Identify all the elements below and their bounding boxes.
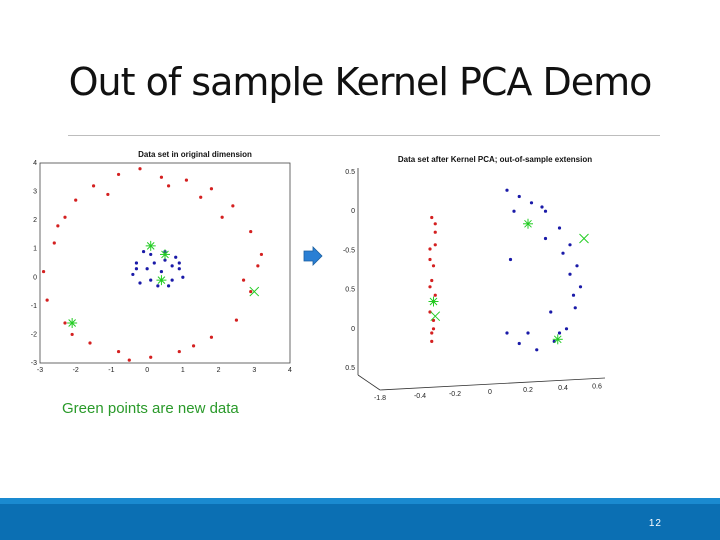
left-tick-label: 0.5 <box>345 286 355 294</box>
data-point <box>117 173 120 176</box>
data-point <box>432 264 435 267</box>
data-point <box>512 210 515 213</box>
y-tick-label: 2 <box>33 217 37 225</box>
y-tick-label: 3 <box>33 188 37 196</box>
data-point <box>249 290 252 293</box>
data-point <box>431 312 440 321</box>
data-point <box>56 224 59 227</box>
x-tick-label: -3 <box>36 367 44 374</box>
x-tick-label: -1 <box>108 367 115 374</box>
data-point <box>71 333 74 336</box>
bottom-tick-label: -1.8 <box>373 395 387 402</box>
page-number: 12 <box>648 518 662 529</box>
data-point <box>434 294 437 297</box>
data-point <box>160 176 163 179</box>
x-tick-label: 3 <box>252 367 257 374</box>
data-point <box>568 273 571 276</box>
data-point <box>192 344 195 347</box>
data-point <box>430 331 433 334</box>
data-point <box>558 226 561 229</box>
corner-axis <box>358 375 380 390</box>
data-point <box>138 167 141 170</box>
data-point <box>242 279 245 282</box>
data-point <box>74 199 77 202</box>
y-tick-label: -3 <box>30 360 37 367</box>
data-point <box>523 219 533 229</box>
data-point <box>509 258 512 261</box>
data-point <box>434 243 437 246</box>
left-tick-label: 0 <box>351 325 355 333</box>
data-point <box>429 297 439 307</box>
data-point <box>92 184 95 187</box>
data-point <box>106 193 109 196</box>
data-point <box>63 321 66 324</box>
data-point <box>149 356 152 359</box>
data-point <box>565 327 568 330</box>
bottom-tick-label: 0.6 <box>592 383 602 391</box>
data-point <box>544 237 547 240</box>
title-divider <box>68 135 660 136</box>
data-point <box>42 270 45 273</box>
data-point <box>210 336 213 339</box>
data-point <box>221 216 224 219</box>
data-point <box>149 279 152 282</box>
kernel-pca-chart <box>335 150 625 400</box>
data-point <box>574 306 577 309</box>
y-tick-label: 1 <box>33 245 37 253</box>
data-point <box>135 267 138 270</box>
data-point <box>505 331 508 334</box>
chart-title: Data set after Kernel PCA; out-of-sample extension <box>397 155 593 164</box>
data-point <box>430 279 433 282</box>
data-point <box>131 273 134 276</box>
data-point <box>530 201 533 204</box>
data-point <box>171 279 174 282</box>
data-point <box>156 284 159 287</box>
data-point <box>553 334 563 344</box>
left-tick-label: 0.5 <box>345 169 355 176</box>
data-point <box>579 285 582 288</box>
data-point <box>428 285 431 288</box>
data-point <box>518 342 521 345</box>
y-tick-label: 0 <box>33 274 37 282</box>
data-point <box>63 216 66 219</box>
data-point <box>171 264 174 267</box>
y-tick-label: -1 <box>30 302 37 310</box>
data-point <box>181 276 184 279</box>
data-point <box>544 210 547 213</box>
data-point <box>518 195 521 198</box>
data-point <box>53 241 56 244</box>
y-tick-label: 4 <box>33 160 37 167</box>
data-point <box>549 310 552 313</box>
y-tick-label: -2 <box>30 331 37 339</box>
data-point <box>428 258 431 261</box>
data-point <box>174 256 177 259</box>
bottom-tick-label: -0.4 <box>413 392 427 400</box>
footer-bar <box>0 498 720 540</box>
data-point <box>210 187 213 190</box>
data-point <box>260 253 263 256</box>
x-tick-label: 1 <box>180 367 185 374</box>
data-point <box>185 179 188 182</box>
slide-title: Out of sample Kernel PCA Demo <box>68 60 652 104</box>
data-point <box>558 331 561 334</box>
data-point <box>138 281 141 284</box>
data-point <box>434 222 437 225</box>
x-tick-label: 4 <box>288 367 292 374</box>
data-point <box>428 247 431 250</box>
data-point <box>235 319 238 322</box>
data-point <box>178 267 181 270</box>
data-point <box>153 261 156 264</box>
data-point <box>46 299 49 302</box>
right-arrow-icon <box>303 246 323 266</box>
data-point <box>117 350 120 353</box>
left-tick-label: 0 <box>351 208 355 216</box>
data-point <box>167 184 170 187</box>
bottom-tick-label: 0.4 <box>558 385 568 393</box>
data-point <box>199 196 202 199</box>
data-point <box>526 331 529 334</box>
data-point <box>146 267 149 270</box>
data-point <box>430 340 433 343</box>
data-point <box>142 250 145 253</box>
data-point <box>135 261 138 264</box>
chart-title: Data set in original dimension <box>138 150 252 159</box>
x-tick-label: 2 <box>216 367 221 374</box>
data-point <box>568 243 571 246</box>
data-point <box>575 264 578 267</box>
data-point <box>249 230 252 233</box>
data-point <box>88 341 91 344</box>
footer-accent <box>0 498 720 504</box>
left-tick-label: 0.5 <box>345 365 355 372</box>
bottom-tick-label: 0.2 <box>523 387 533 395</box>
bottom-tick-label: -0.2 <box>448 391 462 398</box>
data-point <box>178 350 181 353</box>
x-tick-label: -2 <box>72 367 79 374</box>
left-tick-label: -0.5 <box>342 247 355 255</box>
data-point <box>231 204 234 207</box>
data-point <box>178 261 181 264</box>
data-point <box>561 252 564 255</box>
data-point <box>256 264 259 267</box>
data-point <box>572 294 575 297</box>
data-point <box>540 205 543 208</box>
data-point <box>149 253 152 256</box>
data-point <box>167 284 170 287</box>
data-point <box>535 348 538 351</box>
original-dimension-chart <box>30 145 300 375</box>
bottom-tick-label: 0 <box>488 389 492 397</box>
plot-frame <box>40 163 290 363</box>
data-point <box>432 327 435 330</box>
data-point <box>160 270 163 273</box>
new-data-caption: Green points are new data <box>62 400 239 417</box>
data-point <box>156 275 166 285</box>
data-point <box>505 189 508 192</box>
x-tick-label: 0 <box>145 367 150 374</box>
data-point <box>434 231 437 234</box>
data-point <box>128 359 131 362</box>
data-point <box>430 216 433 219</box>
data-point <box>580 234 589 243</box>
